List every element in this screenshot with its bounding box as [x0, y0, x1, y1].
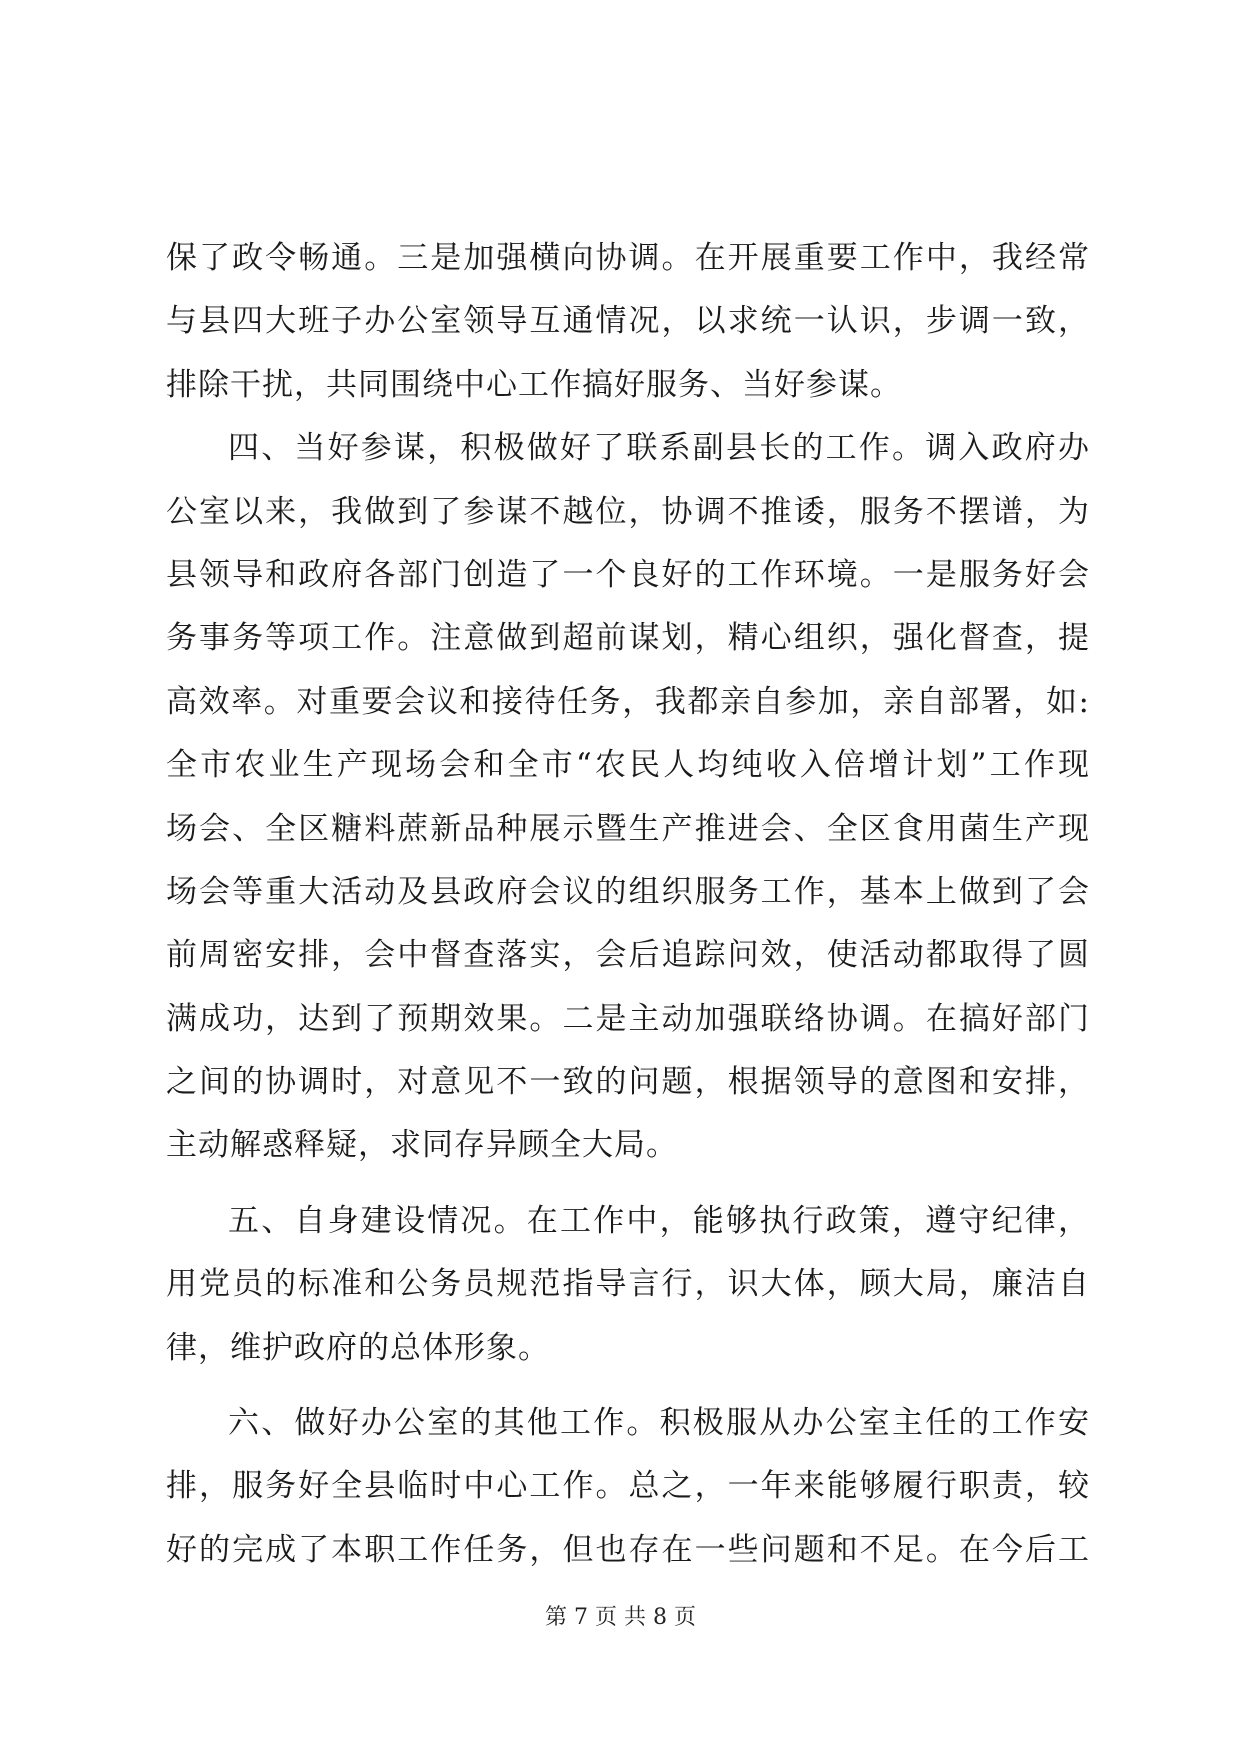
text-line: 之间的协调时，对意见不一致的问题，根据领导的意图和安排，: [166, 1064, 1090, 1101]
text-line: 保了政令畅通。三是加强横向协调。在开展重要工作中，我经常: [166, 240, 1090, 276]
text-line: 满成功，达到了预期效果。二是主动加强联络协调。在搞好部门: [166, 1000, 1090, 1037]
body-text: [166, 227, 1090, 1582]
text-line: 县领导和政府各部门创造了一个良好的工作环境。一是服务好会: [166, 556, 1090, 593]
text-line: 律，维护政府的总体形象。: [166, 1329, 550, 1366]
text-line: 用党员的标准和公务员规范指导言行，识大体，顾大局，廉洁自: [166, 1266, 1090, 1303]
paragraph-start-line: 六、做好办公室的其他工作。积极服从办公室主任的工作安: [228, 1405, 1090, 1442]
text-line: 前周密安排，会中督查落实，会后追踪问效，使活动都取得了圆: [166, 937, 1090, 974]
paragraph-start-line: 五、自身建设情况。在工作中，能够执行政策，遵守纪律，: [228, 1202, 1090, 1239]
text-line: 全市农业生产现场会和全市“农民人均纯收入倍增计划”工作现: [166, 747, 1090, 784]
text-line: 场会、全区糖料蔗新品种展示暨生产推进会、全区食用菌生产现: [166, 810, 1090, 847]
text-line: 排，服务好全县临时中心工作。总之，一年来能够履行职责，较: [166, 1468, 1090, 1505]
text-line: 公室以来，我做到了参谋不越位，协调不推诿，服务不摆谱，为: [166, 493, 1090, 530]
text-line: 场会等重大活动及县政府会议的组织服务工作，基本上做到了会: [166, 873, 1090, 910]
page-footer: 第 7 页 共 8 页: [545, 1605, 696, 1630]
text-line: 排除干扰，共同围绕中心工作搞好服务、当好参谋。: [166, 366, 902, 403]
paragraph-start-line: 四、当好参谋，积极做好了联系副县长的工作。调入政府办: [228, 430, 1090, 467]
text-line: 与县四大班子办公室领导互通情况，以求统一认识，步调一致，: [166, 303, 1090, 340]
text-line: 好的完成了本职工作任务，但也存在一些问题和不足。在今后工: [166, 1531, 1090, 1568]
text-line: 务事务等项工作。注意做到超前谋划，精心组织，强化督查，提: [166, 620, 1090, 657]
text-line: 高效率。对重要会议和接待任务，我都亲自参加，亲自部署，如:: [166, 683, 1090, 720]
text-line: 主动解惑释疑，求同存异顾全大局。: [166, 1127, 678, 1164]
